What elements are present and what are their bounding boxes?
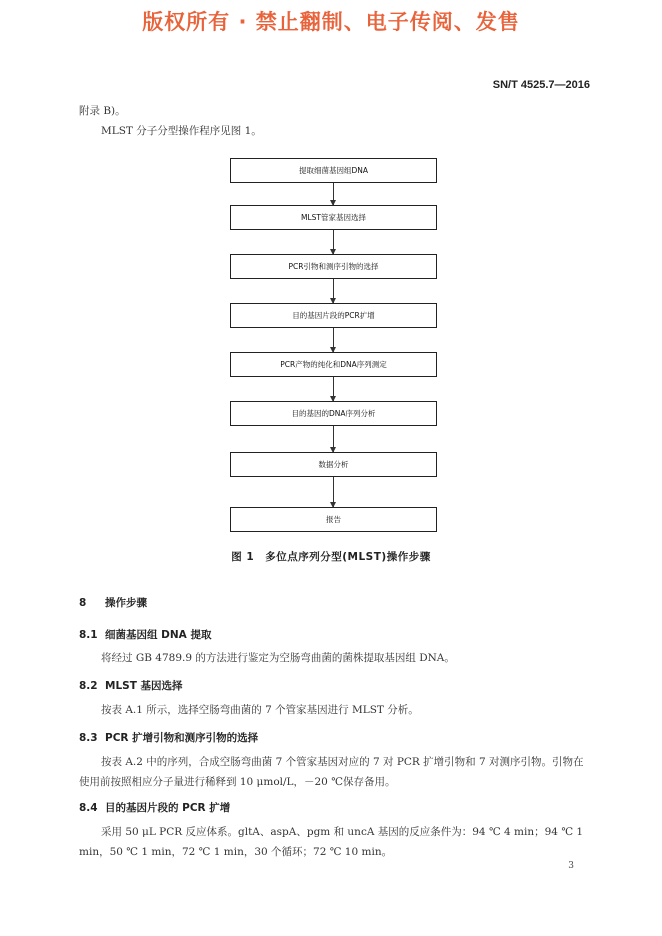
- section-heading-8-2: [79, 678, 183, 693]
- section-8-3-text: 按表 A.2 中的序列，合成空肠弯曲菌 7 个管家基因对应的 7 对 PCR 扩增引物和 7 对测序引物。引物在使用前按照相应分子量进行稀释到 10 μmol/L，－20 ℃保存备用。: [79, 756, 584, 788]
- section-heading-8-1: [79, 627, 211, 642]
- section-number: 8.3: [79, 732, 98, 744]
- flow-step-8: 报告: [230, 507, 437, 532]
- intro-line-2: MLST 分子分型操作程序见图 1。: [101, 125, 262, 137]
- section-8-2-text: 按表 A.1 所示，选择空肠弯曲菌的 7 个管家基因进行 MLST 分析。: [101, 704, 419, 716]
- section-number: 8: [79, 597, 87, 609]
- section-number: 8.2: [79, 680, 98, 692]
- section-title: 目的基因片段的 PCR 扩增: [105, 802, 231, 814]
- section-8-4-text: 采用 50 μL PCR 反应体系。gltA、aspA、pgm 和 uncA 基因的反应条件为：94 ℃ 4 min；94 ℃ 1 min，50 ℃ 1 min，72 ℃ 1 min，30 个循环；72 ℃ 10 min。: [79, 826, 584, 858]
- section-8-1-text: 将经过 GB 4789.9 的方法进行鉴定为空肠弯曲菌的菌株提取基因组 DNA。: [101, 652, 455, 664]
- flow-arrow-icon: [333, 477, 334, 507]
- section-heading-8-4: [79, 800, 230, 815]
- flow-step-1: 提取细菌基因组DNA: [230, 158, 437, 183]
- section-title: PCR 扩增引物和测序引物的选择: [105, 732, 259, 744]
- section-title: MLST 基因选择: [105, 680, 183, 692]
- flow-arrow-icon: [333, 426, 334, 452]
- section-title: 细菌基因组 DNA 提取: [105, 629, 212, 641]
- flow-arrow-icon: [333, 183, 334, 205]
- flow-arrow-icon: [333, 279, 334, 303]
- figure-caption: 图 1 多位点序列分型(MLST)操作步骤: [231, 551, 431, 563]
- watermark-banner: 版权所有 · 禁止翻制、电子传阅、发售: [142, 10, 520, 34]
- flow-step-2: MLST管家基因选择: [230, 205, 437, 230]
- page-number: 3: [568, 861, 574, 871]
- flow-arrow-icon: [333, 328, 334, 352]
- section-heading-8-3: [79, 730, 258, 745]
- flow-step-4: 目的基因片段的PCR扩增: [230, 303, 437, 328]
- flow-step-6: 目的基因的DNA序列分析: [230, 401, 437, 426]
- section-number: 8.1: [79, 629, 98, 641]
- intro-line-1: 附录 B)。: [79, 105, 126, 117]
- flow-arrow-icon: [333, 377, 334, 401]
- flow-step-3: PCR引物和测序引物的选择: [230, 254, 437, 279]
- flow-step-5: PCR产物的纯化和DNA序列测定: [230, 352, 437, 377]
- section-number: 8.4: [79, 802, 98, 814]
- flow-arrow-icon: [333, 230, 334, 254]
- flow-step-7: 数据分析: [230, 452, 437, 477]
- standard-code: SN/T 4525.7—2016: [492, 79, 590, 91]
- section-heading-8: [79, 595, 147, 610]
- section-title: 操作步骤: [105, 597, 147, 609]
